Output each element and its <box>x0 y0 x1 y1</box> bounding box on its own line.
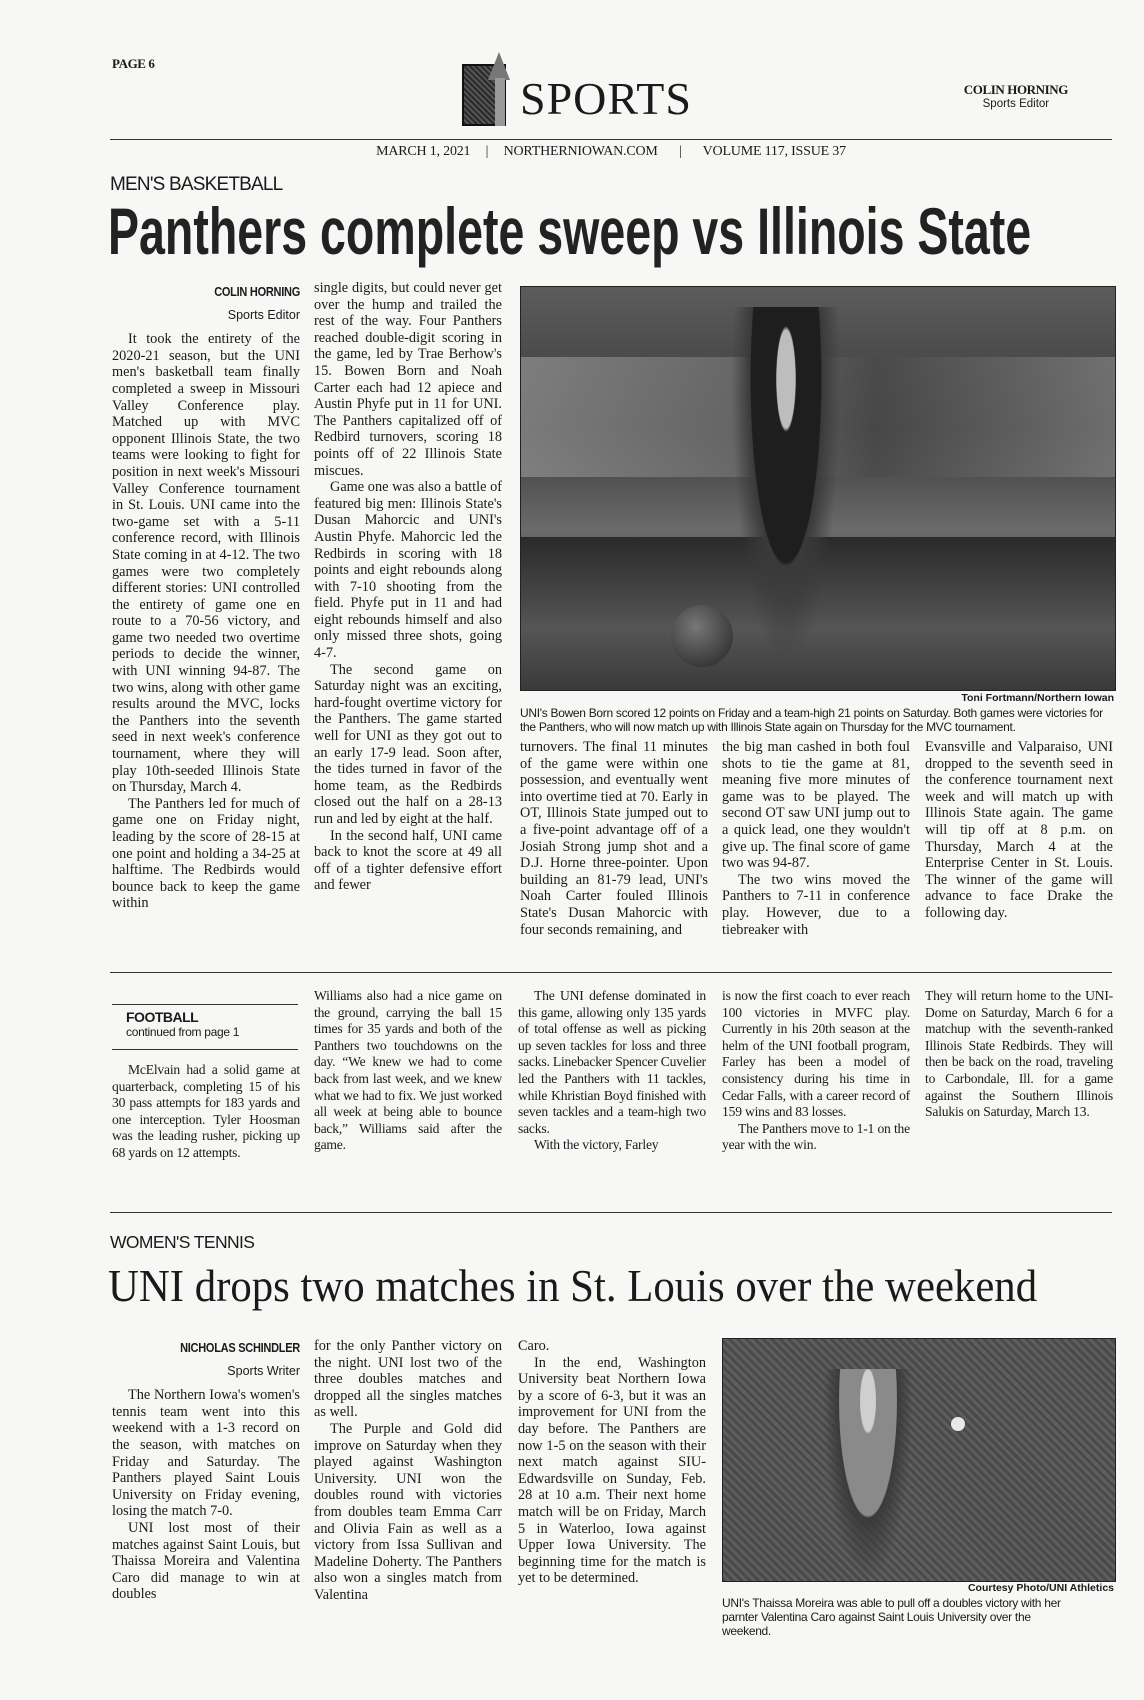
article-paragraph: single digits, but could never get over the hump and trailed the rest of the way. Four Panthers reached double-digit scoring in the game, led by Trae Berhow's 15. Bowen Born and Noah Carter each had 12 apiece and Austin Phyfe put in 11 for UNI. The Panthers capitalized off of Redbird turnovers, scoring 18 points off of 22 Illinois State miscues. <box>314 280 502 479</box>
article-paragraph: The second game on Saturday night was an exciting, hard-fought overtime victory for the Panthers. The game started well for UNI as they got out to an early 17-9 lead. Soon after, the tides turned in favor of the home team, as the Redbirds closed out the half on a 28-13 run and led by eight at the half. <box>314 661 502 827</box>
article-paragraph: The Panthers move to 1-1 on the year with the win. <box>722 1120 910 1153</box>
article-paragraph: The Panthers led for much of game one on Friday night, leading by the score of 28-15 at one point and holding a 34-25 at halftime. The Redbirds would bounce back to keep the game within <box>112 795 300 912</box>
article-paragraph: is now the first coach to ever reach 100 victories in MVFC play. Currently in his 20th season at the helm of the UNI football program, Farley has been a model of consistency during his time in Cedar Falls, with a career record of 159 wins and 83 losses. <box>722 988 910 1120</box>
article-paragraph: McElvain had a solid game at quarterback, completing 15 of his 30 pass attempts for 183 yards and one interception. Tyler Hoosman was the leading rusher, picking up 68 yards on 12 attempts. <box>112 1062 300 1160</box>
player-figure <box>731 307 841 667</box>
article-paragraph: Evansville and Valparaiso, UNI dropped to the seventh seed in the conference tournament next week and will match up with Illinois State again. The game will tip off at 8 p.m. on Thursday, March 4 at the Enterprise Center in St. Louis. The winner of the game will advance to face Drake the following day. <box>925 739 1113 921</box>
article-column <box>925 988 1113 1121</box>
logo-stem <box>495 78 505 126</box>
photo-credit: Toni Fortmann/Northern Iowan <box>961 692 1114 704</box>
editor-credit <box>964 82 1068 110</box>
author-role: Sports Editor <box>227 307 300 322</box>
editor-role: Sports Editor <box>982 98 1050 110</box>
article-paragraph: Game one was also a battle of featured big men: Illinois State's Dusan Mahorcic and UNI's Austin Phyfe. Mahorcic led the Redbirds in scoring with 18 points and eight rebounds along with 7-10 shooting from the field. Phyfe put in 11 and had eight rebounds himself and also only missed three shots, going 4-7. <box>314 479 502 662</box>
article-paragraph: the big man cashed in both foul shots to tie the game at 81, meaning five more minutes of game was to be played. The second OT saw UNI jump out to a quick lead, one they wouldn't give up. The final score of game two was 94-87. <box>722 739 910 872</box>
section-logo <box>462 52 712 128</box>
tennis-photo <box>722 1338 1116 1582</box>
article-column <box>518 988 706 1154</box>
basketball-photo <box>520 286 1116 691</box>
continuation-label: FOOTBALL <box>126 1009 199 1025</box>
article-paragraph: The Purple and Gold did improve on Saturday when they played against Washington University. UNI won the doubles round with victories from doubles team Emma Carr and Olivia Fain as well as a victory from Issa Sullivan and Madeline Doherty. The Panthers also won a singles match from Valentina <box>314 1420 502 1603</box>
article-column <box>112 1340 300 1603</box>
article-column <box>314 988 502 1154</box>
article-paragraph: Williams also had a nice game on the ground, carrying the ball 15 times for 35 yards and both of the Panthers two touchdowns on the day. “We knew we had to come back from last week, and we knew what we had to fix. We just worked all week at being able to bounce back,” Williams said after the game. <box>314 988 502 1153</box>
photo-caption: UNI's Thaissa Moreira was able to pull off a doubles victory with her parnter Valentina Caro against Saint Louis University over the weekend. <box>722 1596 1061 1638</box>
byline <box>112 1340 300 1379</box>
section-divider <box>110 972 1112 973</box>
issue-date: MARCH 1, 2021 <box>376 144 471 159</box>
headline: UNI drops two matches in St. Louis over the weekend <box>108 1260 1038 1311</box>
author-role: Sports Writer <box>227 1363 300 1378</box>
basketball <box>671 605 733 667</box>
article-column <box>112 284 300 912</box>
arrow-logo-icon <box>488 52 510 80</box>
article-column <box>314 280 502 894</box>
volume-issue: VOLUME 117, ISSUE 37 <box>702 144 846 159</box>
page-number: PAGE 6 <box>112 56 155 71</box>
article-paragraph: In the end, Washington University beat Northern Iowa by a score of 6-3, but it was an improvement for UNI from the day before. The Panthers are now 1-5 on the season with their next match against SIU-Edwardsville on Sunday, Feb. 28 at 10 a.m. Their next home match will be on Friday, March 5 in Waterloo, Iowa against Upper Iowa University. The beginning time for the match is yet to be determined. <box>518 1354 706 1587</box>
separator: | <box>485 144 489 159</box>
continuation-box <box>112 1004 298 1050</box>
photo-caption: UNI's Bowen Born scored 12 points on Friday and a team-high 21 points on Saturday. Both games were victories for the Panthers, who will now match up with Illinois State again on Thursday for the MVC tournament. <box>520 706 1103 734</box>
dateline <box>110 144 1112 160</box>
editor-name: COLIN HORNING <box>963 82 1068 97</box>
article-paragraph: Caro. <box>518 1338 550 1354</box>
author-name: NICHOLAS SCHINDLER <box>180 1341 300 1355</box>
player-figure <box>823 1369 913 1581</box>
article-paragraph: for the only Panther victory on the night. UNI lost two of the three doubles matches and dropped all the singles matches as well. <box>314 1338 502 1421</box>
article-column <box>520 739 708 938</box>
headline: Panthers complete sweep vs Illinois State <box>108 194 1032 268</box>
separator: | <box>678 144 682 159</box>
tennis-ball <box>951 1417 965 1431</box>
article-column <box>518 1338 706 1587</box>
section-kicker: WOMEN'S TENNIS <box>110 1232 255 1252</box>
section-title: SPORTS <box>520 73 692 124</box>
section-kicker: MEN'S BASKETBALL <box>110 174 283 195</box>
website[interactable]: NORTHERNIOWAN.COM <box>503 144 658 159</box>
article-column <box>112 1062 300 1162</box>
author-name: COLIN HORNING <box>214 285 300 299</box>
byline <box>112 284 300 323</box>
continuation-note: continued from page 1 <box>126 1025 240 1039</box>
article-paragraph: The Northern Iowa's women's tennis team went into this weekend with a 1-3 record on the season, with matches on Friday and Saturday. The Panthers played Saint Louis University on Friday evening, losing the match 7-0. <box>112 1387 300 1520</box>
article-paragraph: UNI lost most of their matches against Saint Louis, but Thaissa Moreira and Valentina Caro did manage to win at doubles <box>112 1519 300 1603</box>
article-paragraph: They will return home to the UNI-Dome on Saturday, March 6 for a matchup with the seventh-ranked Illinois State Redbirds. They will then be back on the road, traveling to Carbondale, Ill. for a game against the Southern Illinois Salukis on Saturday, March 13. <box>925 988 1113 1120</box>
photo-credit: Courtesy Photo/UNI Athletics <box>967 1582 1114 1594</box>
article-paragraph: It took the entirety of the 2020-21 season, but the UNI men's basketball team finally completed a sweep in Missouri Valley Conference play. Matched up with MVC opponent Illinois State, the two teams were looking to fight for position in next week's Missouri Valley Conference tournament in St. Louis. UNI came into the two-game set with a 5-11 conference record, with Illinois State coming in at 4-12. The two games were two completely different stories: UNI controlled the entirety of game one en route to a 70-56 victory, and game two needed two overtime periods to decide the winner, with UNI winning 94-87. The two wins, along with other game results around the MVC, locks the Panthers into the seventh seed in next week's conference tournament, where they will play 10th-seeded Illinois State on Thursday, March 4. <box>112 331 300 796</box>
article-column <box>722 739 910 938</box>
article-paragraph: The two wins moved the Panthers to 7-11 in conference play. However, due to a tiebreaker with <box>722 871 910 938</box>
article-paragraph: The UNI defense dominated in this game, allowing only 135 yards of total offense as well as picking up seven tackles for loss and three sacks. Linebacker Spencer Cuvelier led the Panthers with 11 tackles, while Khristian Boyd finished with seven tackles and a team-high two sacks. <box>518 988 706 1136</box>
article-paragraph: With the victory, Farley <box>534 1137 659 1153</box>
article-paragraph: turnovers. The final 11 minutes of the game were within one possession, and eventually went into overtime tied at 70. Early in OT, Illinois State jumped out to a five-point advantage off of a Josiah Strong jump shot and a D.J. Horne three-pointer. Upon building an 81-79 lead, UNI's Noah Carter fouled Illinois State's Dusan Mahorcic with four seconds remaining, and <box>520 739 708 938</box>
article-column <box>722 988 910 1154</box>
article-column <box>314 1338 502 1604</box>
article-column <box>925 739 1113 922</box>
section-divider <box>110 1212 1112 1213</box>
article-paragraph: In the second half, UNI came back to knot the score at 49 all off of a tighter defensive effort and fewer <box>314 827 502 894</box>
masthead-rule <box>110 139 1112 140</box>
